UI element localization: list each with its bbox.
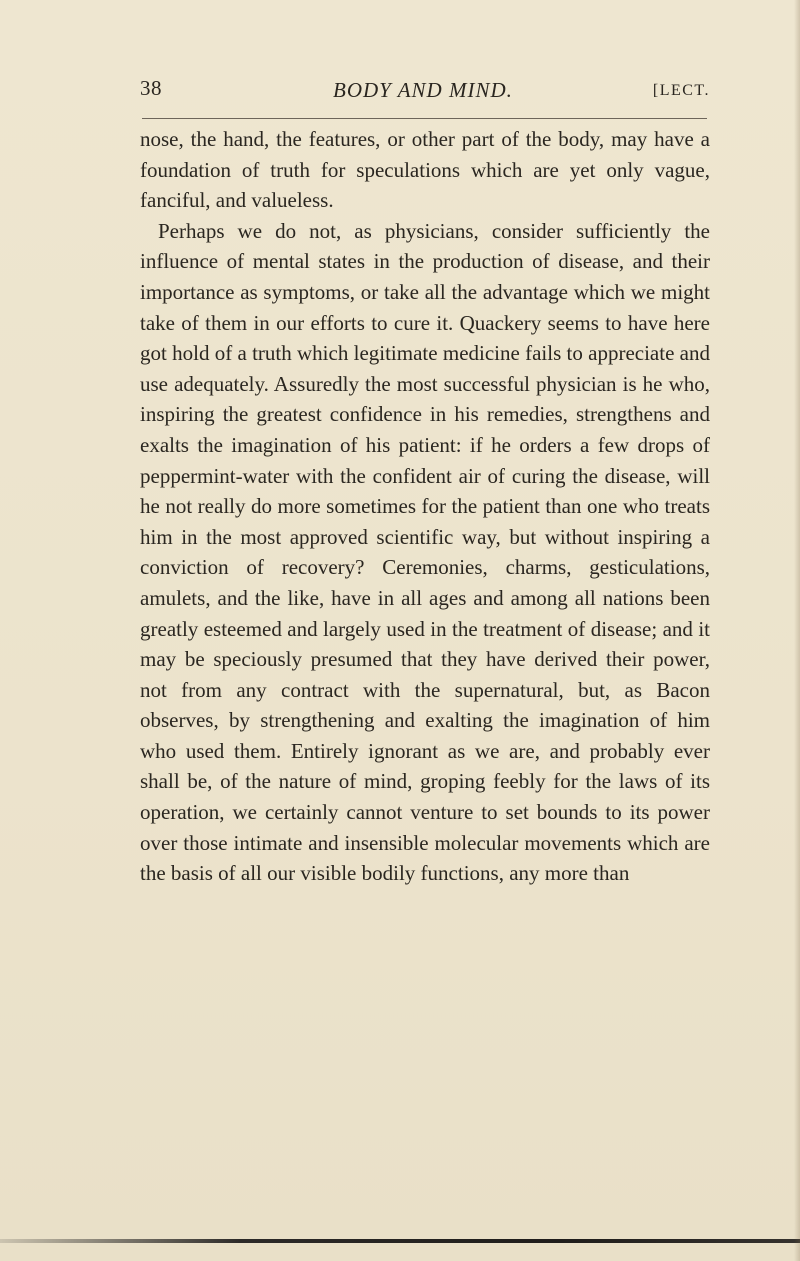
header-rule (142, 118, 707, 119)
body-text (140, 124, 710, 889)
page-number: 38 (140, 76, 162, 100)
running-title: BODY AND MIND. (333, 78, 513, 102)
page-header (140, 76, 710, 106)
section-label: [LECT. (652, 82, 710, 99)
paragraph: Perhaps we do not, as physicians, consider sufficiently the influence of mental states in the production of disease, and their importance as symptoms, or take all the advantage which we might take of them in our efforts to cure it. Quackery seems to have here got hold of a truth which legitimate medicine fails to appreciate and use adequately. Assuredly the most successful physician is he who, inspiring the greatest confidence in his remedies, strengthens and exalts the imagination of his patient: if he orders a few drops of peppermint-water with the confident air of curing the disease, will he not really do more sometimes for the patient than one who treats him in the most approved scientific way, but without inspiring a conviction of recovery? Ceremonies, charms, gesticulations, amulets, and the like, have in all ages and among all nations been greatly esteemed and largely used in the treatment of disease; and it may be speciously presumed that they have derived their power, not from any contract with the supernatural, but, as Bacon observes, by strengthening and exalting the imagination of him who used them. Entirely ignorant as we are, and probably ever shall be, of the nature of mind, groping feebly for the laws of its operation, we certainly cannot venture to set bounds to its power over those intimate and insensible molecular movements which are the basis of all our visible bodily functions, any more than (140, 218, 710, 886)
page-bottom-edge (0, 1239, 800, 1243)
page-right-edge (794, 0, 800, 1261)
paragraph-continued: nose, the hand, the features, or other part of the body, may have a foundation of truth for speculations which are yet only vague, fanciful, and valueless. (140, 127, 710, 213)
